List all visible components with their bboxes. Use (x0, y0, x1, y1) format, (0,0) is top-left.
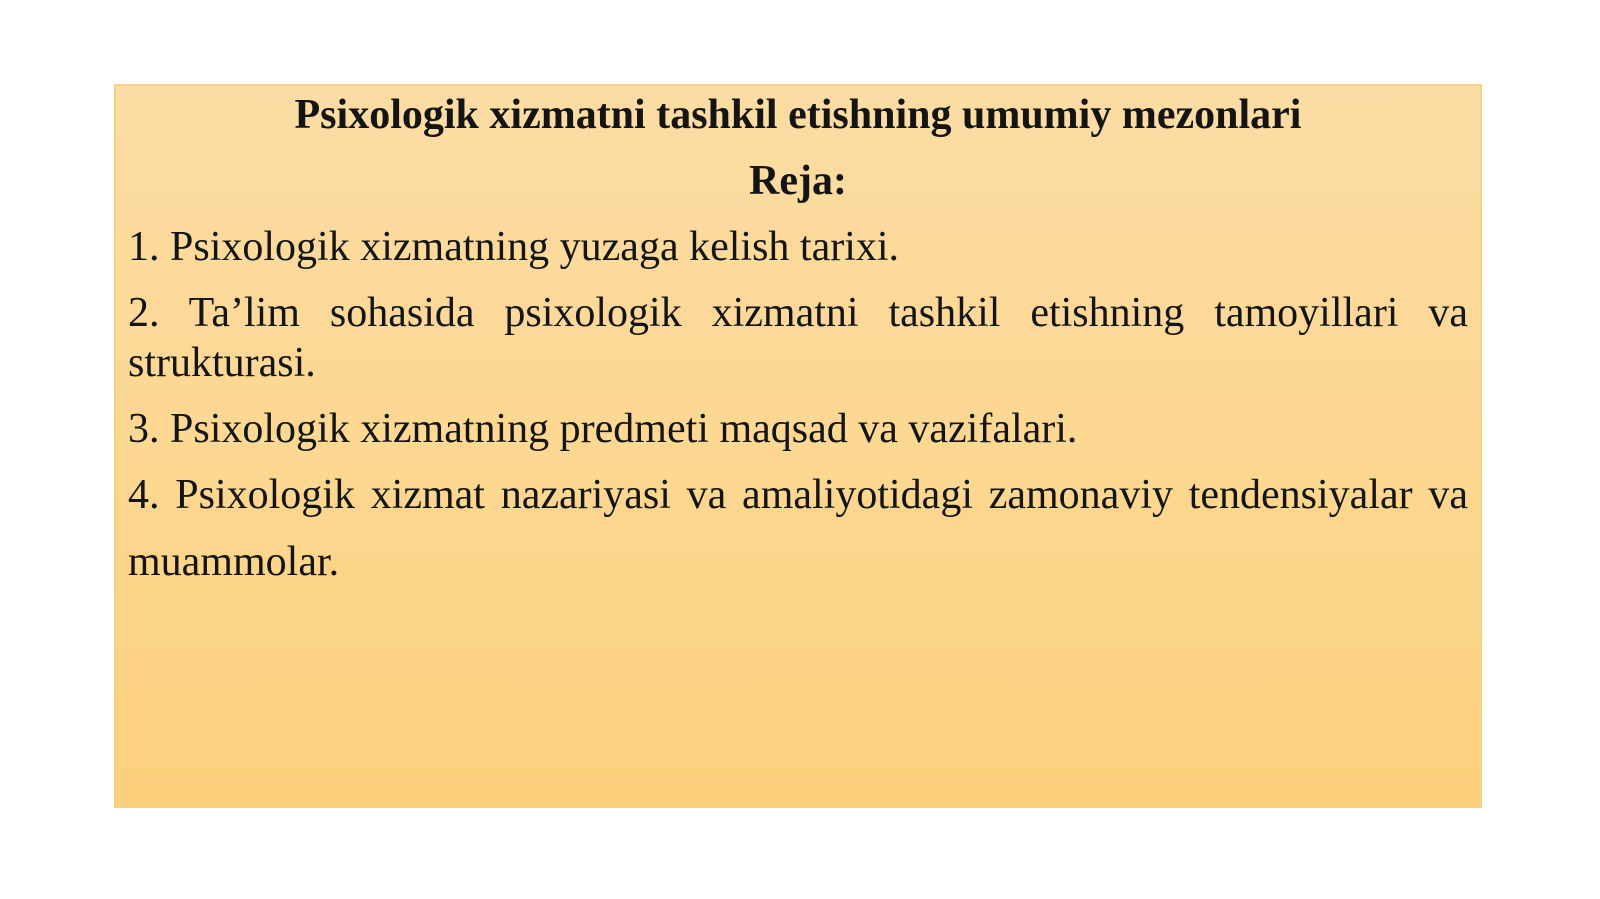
plan-list (128, 222, 1468, 596)
plan-item: 1. Psixologik xizmatning yuzaga kelish tarixi. (128, 224, 900, 270)
plan-item: 2. Ta’lim sohasida psixologik xizmatni tashkil etishning tamoyillari va strukturasi. (128, 290, 1468, 386)
slide-title: Psixologik xizmatni tashkil etishning umumiy mezonlari (294, 92, 1302, 138)
plan-heading: Reja: (749, 158, 847, 204)
plan-item: 4. Psixologik xizmat nazariyasi va amaliyotidagi zamonaviy tendensiyalar va muammolar. (128, 472, 1468, 585)
plan-item: 3. Psixologik xizmatning predmeti maqsad va vazifalari. (128, 406, 1078, 452)
content-panel (114, 84, 1482, 808)
